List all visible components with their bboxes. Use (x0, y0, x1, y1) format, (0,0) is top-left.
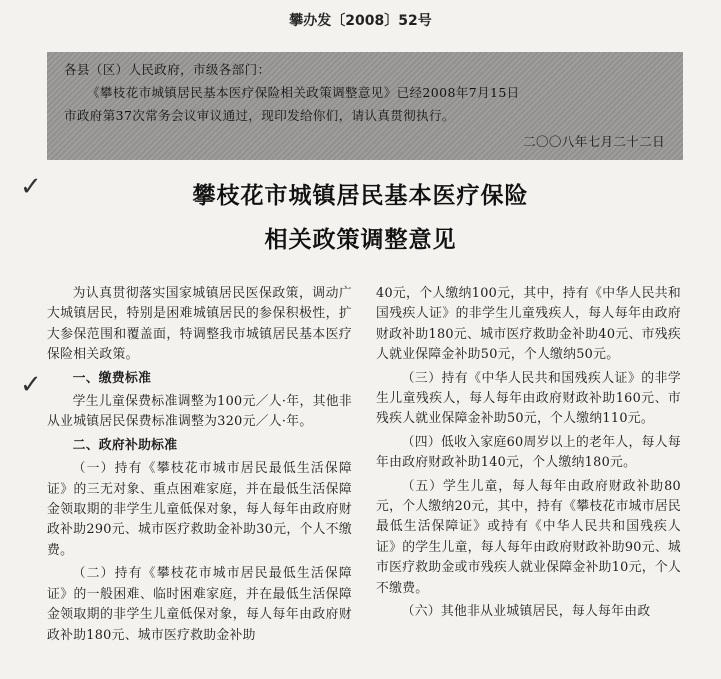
paragraph: 为认真贯彻落实国家城镇居民医保政策，调动广大城镇居民，特别是困难城镇居民的参保积极性，扩大参保范围和覆盖面，特调整我市城镇居民基本医疗保险相关政策。 (47, 286, 352, 363)
paragraph: 学生儿童保费标准调整为100元／人·年，其他非从业城镇居民保费标准调整为320元／人·年。 (47, 394, 352, 430)
paragraph: （一）持有《攀枝花市城市居民最低生活保障证》的三无对象、重点困难家庭，并在最低生活保障金领取期的非学生儿童低保对象，每人每年由政府财政补助290元、城市医疗救助金补助30元，个人不缴费。 (47, 461, 352, 558)
right-column (376, 284, 681, 623)
margin-check-mark: ✓ (20, 172, 42, 202)
paragraph: （四）低收入家庭60周岁以上的老年人，每人每年由政府财政补助140元，个人缴纳180元。 (376, 434, 681, 471)
paragraph: （二）持有《攀枝花市城市居民最低生活保障证》的一般困难、临时困难家庭，并在最低生活保障金领取期的非学生儿童低保对象，每人每年由政府财政补助180元、城市医疗救助金补助 (47, 566, 352, 643)
paragraph: （六）其他非从业城镇居民，每人每年由政 (401, 604, 651, 620)
paragraph: 40元，个人缴纳100元，其中，持有《中华人民共和国残疾人证》的非学生儿童残疾人，每人每年由政府财政补助180元、城市医疗救助金补助40元、市残疾人就业保障金补助50元，个人缴纳50元。 (376, 286, 681, 363)
paragraph: （三）持有《中华人民共和国残疾人证》的非学生儿童残疾人，每人每年由政府财政补助160元、市残疾人就业保障金补助50元，个人缴纳110元。 (376, 370, 681, 427)
section-heading: 一、缴费标准 (72, 370, 152, 386)
notice-body-line-2: 市政府第37次常务会议审议通过，现印发给你们，请认真贯彻执行。 (64, 108, 455, 123)
document-number: 攀办发〔2008〕52号 (289, 13, 432, 29)
page-title: 攀枝花市城镇居民基本医疗保险 (192, 183, 529, 209)
notice-recipients: 各县（区）人民政府，市级各部门： (64, 62, 271, 77)
notice-date: 二〇〇八年七月二十二日 (523, 134, 665, 149)
circulation-notice (47, 52, 683, 160)
margin-check-mark: ✓ (20, 370, 42, 400)
paragraph: （五）学生儿童，每人每年由政府财政补助80元，个人缴纳20元，其中，持有《攀枝花市城市居民最低生活保障证》或持有《中华人民共和国残疾人证》的学生儿童，每人每年由政府财政补助90元、城市医疗救助金或市残疾人就业保障金补助10元，个人不缴费。 (376, 478, 682, 596)
notice-body-line-1: 《攀枝花市城镇居民基本医疗保险相关政策调整意见》已经2008年7月15日 (87, 85, 520, 100)
section-heading: 二、政府补助标准 (72, 437, 178, 453)
page-subtitle: 相关政策调整意见 (264, 227, 457, 253)
left-column (47, 284, 352, 646)
